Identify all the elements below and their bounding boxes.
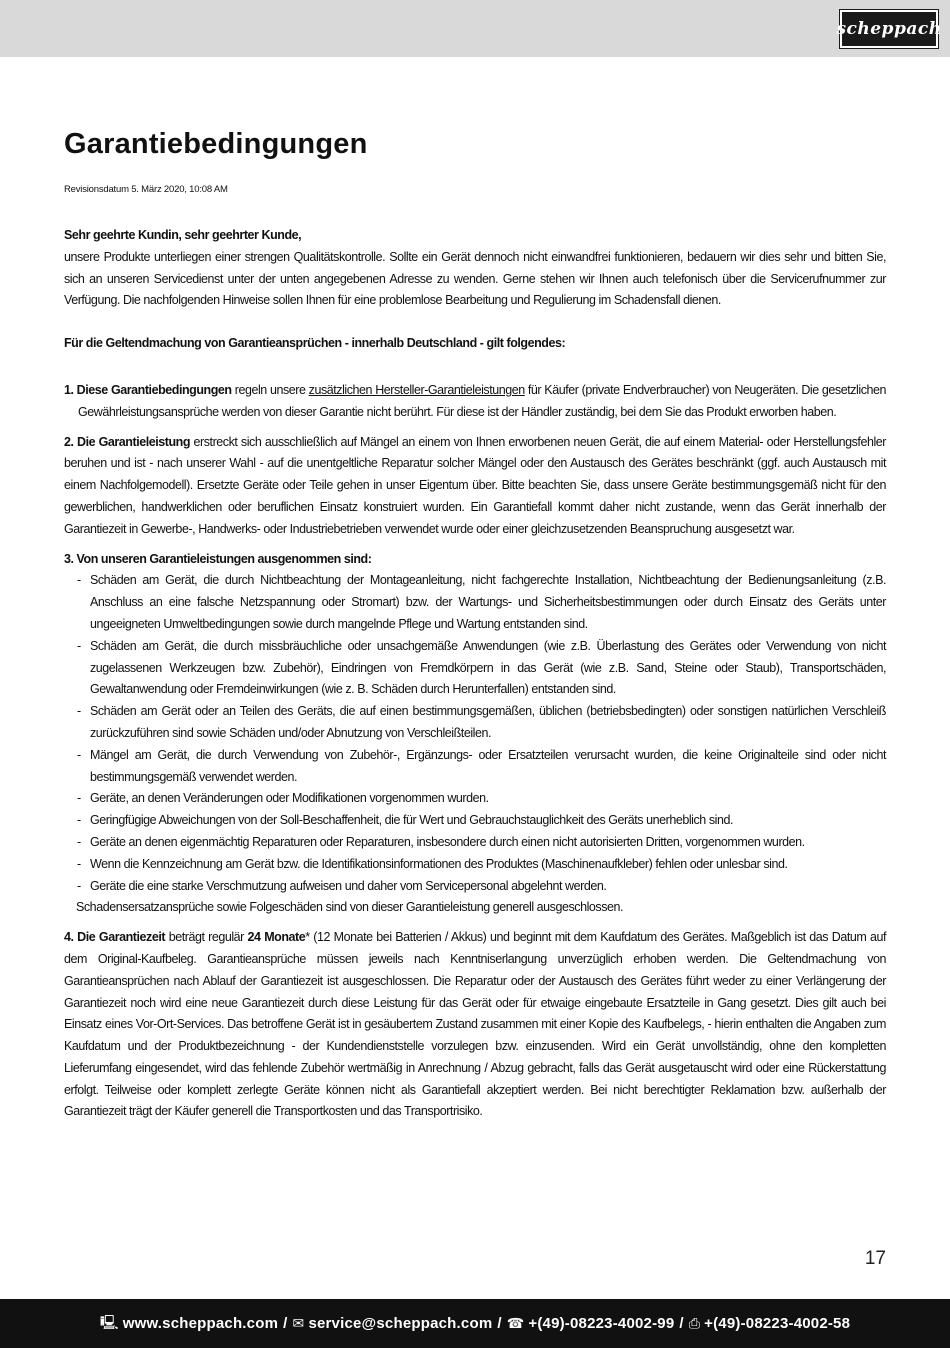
exclusions-list [64,570,886,897]
section-4-lead: 4. Die Garantiezeit [64,930,166,945]
list-item: - Geräte an denen eigenmächtig Reparaturen oder Reparaturen, insbesondere durch einen nicht autorisierten Dritten, vorgenommen wurden. [90,832,886,854]
top-bar [0,0,950,57]
list-item: - Schäden am Gerät oder an Teilen des Geräts, die auf einen bestimmungsgemäßen, üblichen (betriebsbedingten) oder sonstigen natürlichen Verschleiß zurückzuführen sind sowie Schäden und/oder Abnutzung von Verschleißteilen. [90,701,886,745]
section-4 [64,927,886,1123]
list-item: - Geringfügige Abweichungen von der Soll-Beschaffenheit, die für Wert und Gebrauchstauglichkeit des Geräts unerheblich sind. [90,810,886,832]
section-4-text-a: beträgt regulär [165,930,248,945]
section-1-lead: 1. Diese Garantiebedingungen [64,382,232,397]
email-icon: ✉ [292,1315,305,1332]
manufacturer-guarantee-link: zusätzlichen Hersteller-Garantieleistungen [308,382,525,397]
section-2 [64,432,886,541]
list-item: - Mängel am Gerät, die durch Verwendung von Zubehör-, Ergänzungs- oder Ersatzteilen verursacht wurden, die keine Originalteile sind oder nicht bestimmungsgemäß verwendet werden. [90,745,886,789]
section-subheading: Für die Geltendmachung von Garantieansprüchen - innerhalb Deutschland - gilt folgendes: [64,336,566,351]
revision-date: Revisionsdatum 5. März 2020, 10:08 AM [64,184,228,195]
section-2-text: erstreckt sich ausschließlich auf Mängel an einem von Ihnen erworbenen neuen Gerät, die auf einem Material- oder Herstellungsfehler beruhen und ist - nach unserer Wahl - auf die unentgeltliche Reparatur solcher Mängel oder den Austausch des Gerätes beschränkt (ggf. auch Austausch mit einem Nachfolgemodell). Ersetzte Geräte oder Teile gehen in unser Eigentum über. Bitte beachten Sie, dass unsere Geräte bestimmungsgemäß nicht für den gewerblichen, handwerklichen oder beruflichen Einsatz konstruiert wurden. Ein Garantiefall kommt daher nicht zustande, wenn das Gerät innerhalb der Garantiezeit in Gewerbe-, Handwerks- oder Industriebetrieben verwendet wurde oder einer gleichzusetzenden Beanspruchung ausgesetzt war. [64,434,886,536]
list-item: - Geräte die eine starke Verschmutzung aufweisen und daher vom Servicepersonal abgelehnt werden. [90,876,886,898]
section-2-lead: 2. Die Garantieleistung [64,434,191,449]
greeting: Sehr geehrte Kundin, sehr geehrter Kunde, [64,228,302,242]
section-1-text-b: für Käufer (private Endverbraucher) von Neugeräten. Die gesetzlichen Gewährleistungsansprüche werden von dieser Garantie nicht berührt. Für diese ist der Händler zuständig, bei dem Sie das Produkt erworben haben. [78,382,886,419]
scheppach-logo[interactable]: scheppach [840,10,938,48]
list-item: - Schäden am Gerät, die durch Nichtbeachtung der Montageanleitung, nicht fachgerechte Installation, Nichtbeachtung der Bedienungsanleitung (z.B. Anschluss an eine falsche Netzspannung oder Stromart) bzw. der Wartungs- und Sicherheitsbestimmungen oder durch Einsatz des Geräts unter ungeeigneten Umweltbedingungen sowie durch mangelnde Pflege und Wartung entstanden sind. [90,570,886,635]
list-item: - Wenn die Kennzeichnung am Gerät bzw. die Identifikationsinformationen des Produktes (Maschinenaufkleber) fehlen oder unlesbar sind. [90,854,886,876]
warranty-months: 24 Monate [247,930,306,945]
fax-number: +(49)-08223-4002-58 [704,1315,851,1332]
list-item: - Geräte, an denen Veränderungen oder Modifikationen vorgenommen wurden. [90,788,886,810]
footer-separator: / [283,1315,288,1332]
section-3-heading: 3. Von unseren Garantieleistungen ausgenommen sind: [64,551,372,566]
document-body [64,225,886,1123]
list-item: - Schäden am Gerät, die durch missbräuchliche oder unsachgemäße Anwendungen (wie z.B. Überlastung des Gerätes oder Verwendung von nicht zugelassenen Werkzeugen bzw. Zubehör), Eindringen von Fremdkörpern in das Gerät (wie z.B. Sand, Steine oder Staub), Transportschäden, Gewaltanwendung oder Fremdeinwirkungen (wie z. B. Schäden durch Herunterfallen) entstanden sind. [90,636,886,701]
fax-icon: ⎙ [688,1315,701,1332]
footer-contact-bar [0,1299,950,1348]
website-link[interactable]: www.scheppach.com [122,1315,279,1332]
computer-icon: 🖳 [99,1314,119,1331]
section-3-closing: Schadensersatzansprüche sowie Folgeschäden sind von dieser Garantieleistung generell ausgeschlossen. [76,900,624,915]
email-link[interactable]: service@scheppach.com [308,1315,493,1332]
page-title: Garantiebedingungen [64,128,368,160]
intro-paragraph: unsere Produkte unterliegen einer strengen Qualitätskontrolle. Sollte ein Gerät dennoch nicht einwandfrei funktionieren, bedauern wir dies sehr und bitten Sie, sich an unseren Servicedienst unter der unten angegebenen Adresse zu wenden. Gerne stehen wir Ihnen auch telefonisch über die Servicerufnummer zur Verfügung. Die nachfolgenden Hinweise sollen Ihnen für eine problemlose Bearbeitung und Regulierung im Schadensfall dienen. [64,249,886,308]
footer-separator: / [497,1315,502,1332]
section-1-text-a: regeln unsere [231,382,309,397]
phone-icon: ☎ [506,1315,525,1332]
footer-separator: / [679,1315,684,1332]
section-1 [64,380,886,424]
section-4-text-b: * (12 Monate bei Batterien / Akkus) und beginnt mit dem Kaufdatum des Gerätes. Maßgeblich ist das Datum auf dem Original-Kaufbeleg. Garantieansprüche müssen jeweils nach Kenntniserlangung unverzüglich erhoben werden. Die Geltendmachung von Garantieansprüchen nach Ablauf der Garantiezeit ist ausgeschlossen. Die Reparatur oder der Austausch des Gerätes führt weder zu einer Verlängerung der Garantiezeit noch wird eine neue Garantiezeit durch diese Leistung für das Gerät oder für etwaige eingebaute Ersatzteile in Gang gesetzt. Dies gilt auch bei Einsatz eines Vor-Ort-Services. Das betroffene Gerät ist in gesäubertem Zustand zusammen mit einer Kopie des Kaufbelegs, - hierin enthalten die Angaben zum Kaufdatum und der Produktbezeichnung - der Kundendienststelle vorzulegen bzw. einzusenden. Wird ein Gerät unvollständig, ohne den kompletten Lieferumfang eingesendet, wird das fehlende Zubehör wertmäßig in Anrechnung / Abzug gebracht, falls das Gerät ausgetauscht wird oder eine Rückerstattung erfolgt. Teilweise oder komplett zerlegte Geräte können nicht als Garantiefall akzeptiert werden. Bei nicht berechtigter Reklamation bzw. außerhalb der Garantiezeit trägt der Käufer generell die Transportkosten und das Transportrisiko. [64,930,886,1119]
page-number: 17 [864,1248,886,1269]
phone-number[interactable]: +(49)-08223-4002-99 [528,1315,675,1332]
